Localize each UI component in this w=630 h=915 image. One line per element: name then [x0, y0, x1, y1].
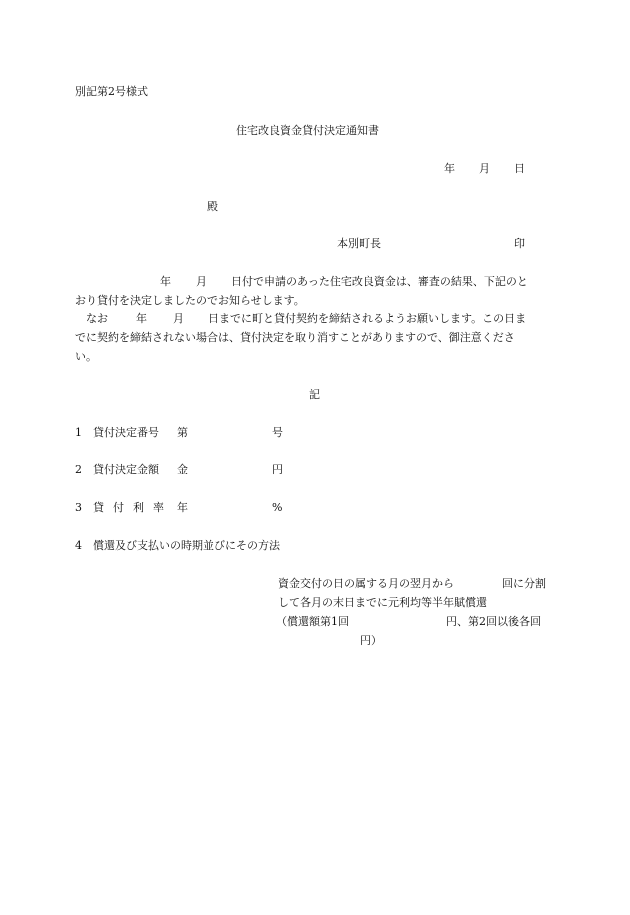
- p1-month: 月: [196, 275, 207, 288]
- form-label: 別記第2号様式: [75, 85, 148, 98]
- date-day: 日: [514, 162, 525, 175]
- date-month: 月: [479, 162, 490, 175]
- item-prefix: 金: [177, 463, 188, 476]
- repayment-line1a: 資金交付の日の属する月の翌月から: [278, 577, 454, 590]
- p2-year: 年: [136, 312, 147, 325]
- item-prefix: 年: [177, 501, 188, 514]
- item-label: 貸付決定番号: [93, 426, 159, 439]
- repayment-line3b: 円、第2回以後各回: [446, 615, 541, 628]
- p1-line1-rest: 日付で申請のあった住宅改良資金は、審査の結果、下記のと: [231, 275, 528, 288]
- item-label: 償還及び支払いの時期並びにその方法: [93, 539, 280, 552]
- p2-nao: なお: [86, 312, 108, 325]
- item-suffix: 円: [272, 463, 283, 476]
- repayment-line3a: （償還額第1回: [276, 615, 349, 628]
- p1-year: 年: [160, 275, 171, 288]
- item-suffix: 号: [272, 426, 283, 439]
- item-suffix: %: [272, 501, 283, 514]
- p1-line2: おり貸付を決定しましたのでお知らせします。: [75, 294, 305, 307]
- repayment-line4: 円）: [360, 634, 382, 647]
- item-number: 1: [75, 426, 82, 439]
- p2-line3: い。: [75, 350, 97, 363]
- item-number: 4: [75, 539, 82, 552]
- repayment-line1b: 回に分割: [502, 577, 546, 590]
- p2-month: 月: [173, 312, 184, 325]
- p2-line2: でに契約を締結されない場合は、貸付決定を取り消すことがありますので、御注意くださ: [75, 331, 515, 344]
- item-prefix: 第: [177, 426, 188, 439]
- ki-heading: 記: [309, 388, 320, 401]
- seal-mark: 印: [514, 237, 525, 250]
- document-title: 住宅改良資金貸付決定通知書: [236, 124, 379, 137]
- addressee-suffix: 殿: [207, 200, 218, 213]
- item-number: 2: [75, 463, 82, 476]
- p2-line1-rest: 日までに町と貸付契約を締結されるようお願いします。この日ま: [208, 312, 527, 325]
- date-year: 年: [444, 162, 455, 175]
- repayment-line2: して各月の末日までに元利均等半年賦償還: [278, 596, 487, 609]
- issuer-name: 本別町長: [337, 237, 381, 250]
- item-label: 貸付決定金額: [93, 463, 159, 476]
- item-label: 貸 付 利 率: [93, 501, 163, 514]
- item-number: 3: [75, 501, 82, 514]
